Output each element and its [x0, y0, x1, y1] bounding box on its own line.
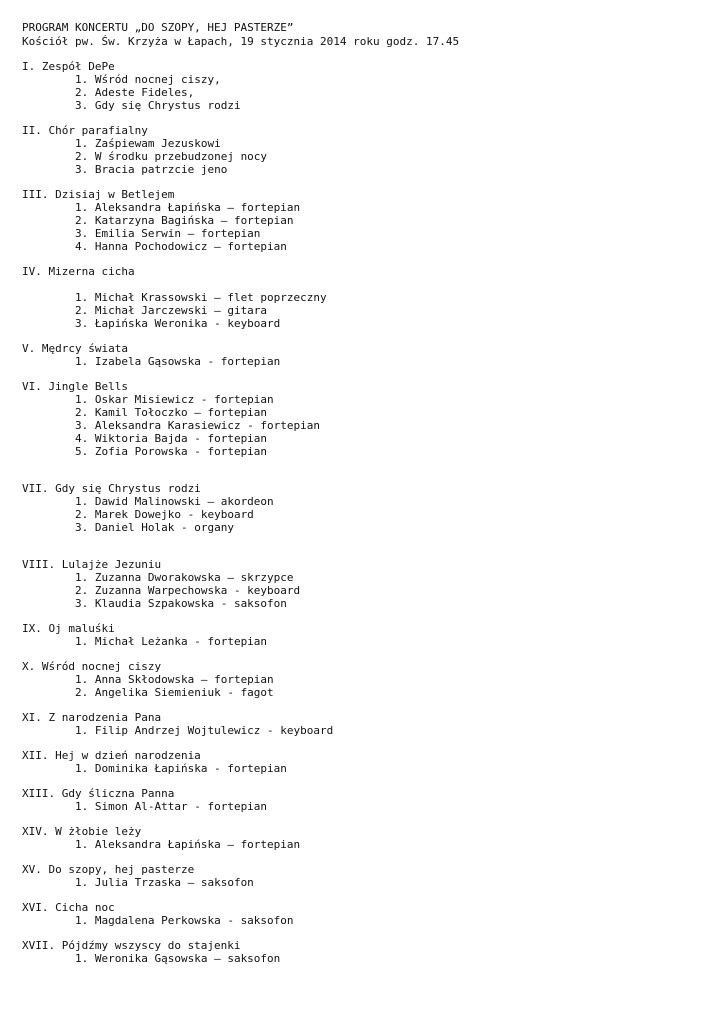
list-item: 3. Aleksandra Karasiewicz - fortepian — [75, 419, 321, 432]
list-item: 2. W środku przebudzonej nocy — [75, 150, 268, 163]
list-item: 1. Zaśpiewam Jezuskowi — [75, 137, 221, 150]
section-heading: XVI. Cicha noc — [22, 901, 115, 914]
list-item: 2. Kamil Tołoczko – fortepian — [75, 406, 268, 419]
section-heading: VIII. Lulajże Jezuniu — [22, 558, 162, 571]
list-item: 2. Marek Dowejko - keyboard — [75, 508, 254, 521]
list-item: 1. Aleksandra Łapińska – fortepian — [75, 201, 301, 214]
list-item: 1. Filip Andrzej Wojtulewicz - keyboard — [75, 724, 334, 737]
section-heading: XVII. Pójdźmy wszyscy do stajenki — [22, 939, 241, 952]
list-item: 2. Katarzyna Bagińska – fortepian — [75, 214, 294, 227]
list-item: 1. Simon Al-Attar - fortepian — [75, 800, 268, 813]
list-item: 1. Aleksandra Łapińska – fortepian — [75, 838, 301, 851]
list-item: 2. Angelika Siemieniuk - fagot — [75, 686, 274, 699]
list-item: 1. Julia Trzaska – saksofon — [75, 876, 254, 889]
list-item: 1. Anna Skłodowska – fortepian — [75, 673, 274, 686]
list-item: 1. Michał Krassowski – flet poprzeczny — [75, 291, 327, 304]
list-item: 1. Wśród nocnej ciszy, — [75, 73, 221, 86]
section-heading: XI. Z narodzenia Pana — [22, 711, 162, 724]
section-heading: XV. Do szopy, hej pasterze — [22, 863, 195, 876]
section-heading: XIII. Gdy śliczna Panna — [22, 787, 175, 800]
section-heading: III. Dzisiaj w Betlejem — [22, 188, 175, 201]
section-heading: IV. Mizerna cicha — [22, 265, 135, 278]
list-item: 3. Klaudia Szpakowska - saksofon — [75, 597, 287, 610]
section-heading: XIV. W żłobie leży — [22, 825, 142, 838]
list-item: 3. Gdy się Chrystus rodzi — [75, 99, 241, 112]
list-item: 1. Michał Leżanka - fortepian — [75, 635, 268, 648]
list-item: 5. Zofia Porowska - fortepian — [75, 445, 268, 458]
list-item: 3. Emilia Serwin – fortepian — [75, 227, 261, 240]
list-item: 3. Daniel Holak - organy — [75, 521, 234, 534]
section-heading: XII. Hej w dzień narodzenia — [22, 749, 201, 762]
section-heading: VI. Jingle Bells — [22, 380, 128, 393]
list-item: 3. Łapińska Weronika - keyboard — [75, 317, 281, 330]
concert-venue-date: Kościół pw. Św. Krzyża w Łapach, 19 stycznia 2014 roku godz. 17.45 — [22, 35, 460, 48]
section-heading: I. Zespół DePe — [22, 60, 115, 73]
section-heading: X. Wśród nocnej ciszy — [22, 660, 162, 673]
list-item: 1. Dominika Łapińska - fortepian — [75, 762, 287, 775]
list-item: 2. Michał Jarczewski – gitara — [75, 304, 268, 317]
list-item: 4. Wiktoria Bajda - fortepian — [75, 432, 268, 445]
section-heading: IX. Oj maluśki — [22, 622, 115, 635]
list-item: 4. Hanna Pochodowicz – fortepian — [75, 240, 287, 253]
list-item: 1. Dawid Malinowski – akordeon — [75, 495, 274, 508]
section-heading: V. Mędrcy świata — [22, 342, 128, 355]
list-item: 1. Weronika Gąsowska – saksofon — [75, 952, 281, 965]
list-item: 3. Bracia patrzcie jeno — [75, 163, 228, 176]
program-title: PROGRAM KONCERTU „DO SZOPY, HEJ PASTERZE” — [22, 21, 294, 34]
section-heading: II. Chór parafialny — [22, 124, 148, 137]
list-item: 1. Oskar Misiewicz - fortepian — [75, 393, 274, 406]
list-item: 1. Zuzanna Dworakowska – skrzypce — [75, 571, 294, 584]
list-item: 1. Magdalena Perkowska - saksofon — [75, 914, 294, 927]
list-item: 1. Izabela Gąsowska - fortepian — [75, 355, 281, 368]
list-item: 2. Zuzanna Warpechowska - keyboard — [75, 584, 301, 597]
list-item: 2. Adeste Fideles, — [75, 86, 195, 99]
section-heading: VII. Gdy się Chrystus rodzi — [22, 482, 201, 495]
